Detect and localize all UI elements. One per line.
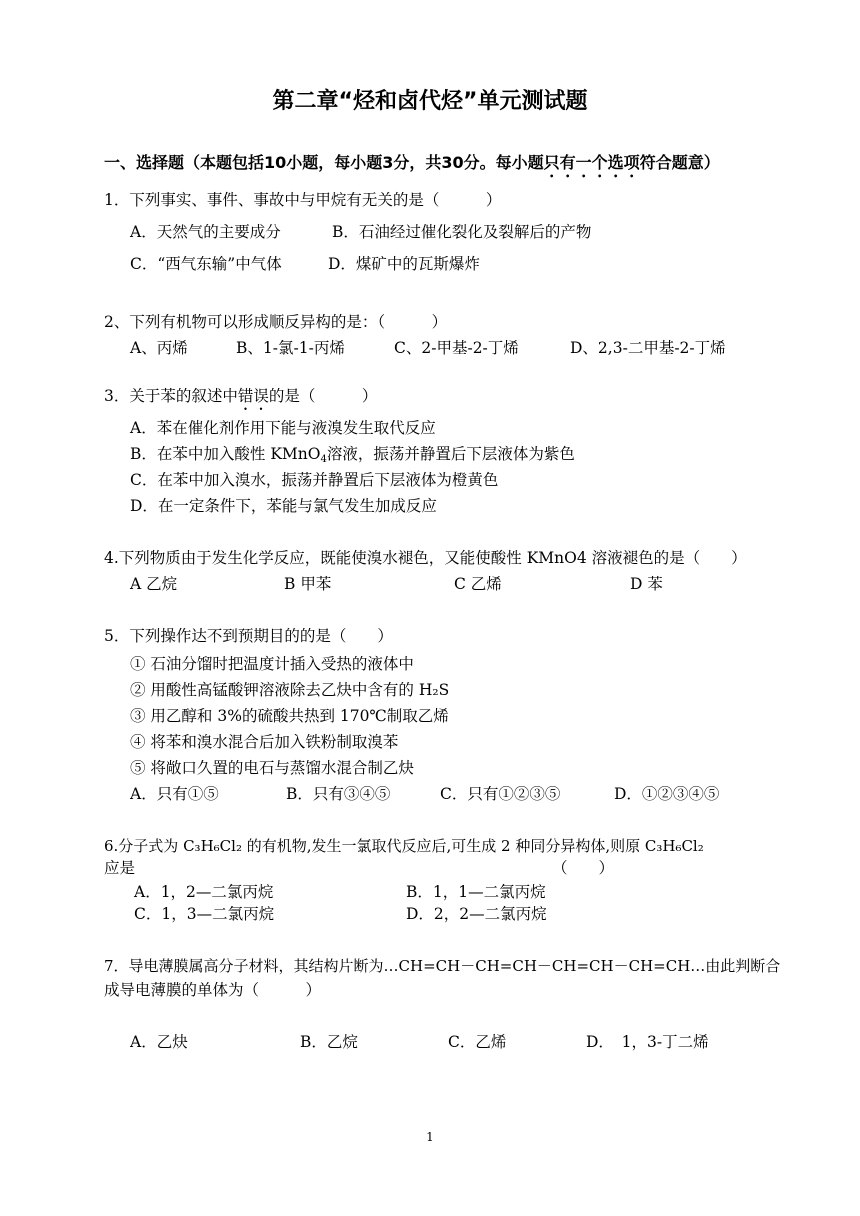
section-heading [104,150,720,181]
question-3-stem [104,386,377,414]
question-1-option-a: A．天然气的主要成分 [130,223,281,241]
question-5-stem: 5．下列操作达不到预期目的的是（ ） [104,627,393,645]
question-3-option-b-subscript: 4 [320,454,327,465]
question-3-option-c: C．在苯中加入溴水，振荡并静置后下层液体为橙黄色 [130,471,499,489]
question-3-stem-emphasis: 错误 [237,387,269,405]
question-3-stem-pre: 3．关于苯的叙述中 [104,387,238,405]
question-5-item-5: ⑤ 将敞口久置的电石与蒸馏水混合制乙炔 [130,759,414,777]
page-number: 1 [426,1130,434,1144]
question-3-option-b-pre: B．在苯中加入酸性 KMnO [130,445,321,463]
question-6-option-a: A．1，2—二氯丙烷 [134,883,274,901]
question-4-option-a: A 乙烷 [130,575,178,593]
question-5-item-3: ③ 用乙醇和 3%的硫酸共热到 170℃制取乙烯 [130,707,449,725]
question-5-option-b: B．只有③④⑤ [286,785,391,803]
question-3-stem-post: 的是（ ） [268,387,378,405]
question-6-option-d: D．2，2—二氯丙烷 [406,905,547,923]
question-5-item-1: ① 石油分馏时把温度计插入受热的液体中 [130,655,414,673]
question-5-item-4: ④ 将苯和溴水混合后加入铁粉制取溴苯 [130,733,399,751]
page-title: 第二章“烃和卤代烃”单元测试题 [272,89,588,114]
question-3-option-b [130,444,575,470]
question-4-option-c: C 乙烯 [454,575,502,593]
question-1-option-b: B．石油经过催化裂化及裂解后的产物 [332,223,592,241]
question-2-option-c: C、2-甲基-2-丁烯 [394,339,519,357]
question-1-option-d: D．煤矿中的瓦斯爆炸 [328,255,480,273]
section-heading-post: 符合题意） [639,153,720,172]
question-5-option-a: A．只有①⑤ [130,785,219,803]
question-4-option-d: D 苯 [630,575,663,593]
question-2-stem: 2、下列有机物可以形成顺反异构的是：（ ） [104,313,448,331]
question-4-stem: 4.下列物质由于发生化学反应，既能使溴水褪色，又能使酸性 KMnO4 溶液褪色的是（ ） [104,549,747,567]
question-6-option-b: B．1，1—二氯丙烷 [406,883,546,901]
question-3-option-b-post: 溶液，振荡并静置后下层液体为紫色 [326,445,575,463]
question-7-option-a: A．乙炔 [130,1033,188,1051]
question-4-option-b: B 甲苯 [284,575,332,593]
question-6-option-c: C．1，3—二氯丙烷 [134,905,275,923]
question-2-option-d: D、2,3-二甲基-2-丁烯 [570,339,726,357]
question-3-option-d: D．在一定条件下，苯能与氯气发生加成反应 [130,497,437,515]
question-3-option-a: A．苯在催化剂作用下能与液溴发生取代反应 [130,419,436,437]
question-5-item-2: ② 用酸性高锰酸钾溶液除去乙炔中含有的 H₂S [130,681,450,699]
question-1-option-c: C．“西气东输”中气体 [130,255,282,273]
question-2-option-b: B、1-氯-1-丙烯 [236,339,345,357]
question-2-option-a: A、丙烯 [130,339,188,357]
question-5-option-d: D．①②③④⑤ [614,785,720,803]
question-5-option-c: C．只有①②③⑤ [440,785,561,803]
question-7-option-c: C．乙烯 [448,1033,507,1051]
section-heading-pre: 一、选择题（本题包括10小题，每小题3分，共30分。每小题 [104,153,544,172]
question-6-stem-line-1: 6.分子式为 C₃H₆Cl₂ 的有机物,发生一氯取代反应后,可生成 2 种同分异构体,则原 C₃H₆Cl₂ [104,837,704,855]
question-7-option-b: B．乙烷 [300,1033,358,1051]
question-1-stem: 1．下列事实、事件、事故中与甲烷有无关的是（ ） [104,191,502,209]
question-7-option-d: D． 1，3-丁二烯 [586,1033,709,1051]
section-heading-emphasis: 只有一个选项 [543,153,640,172]
question-6-stem-line-2: 应是 [104,859,136,877]
question-7-stem-line-1: 7．导电薄膜属高分子材料，其结构片断为…CH=CH－CH=CH－CH=CH－CH=CH…由此判断合 [104,957,781,975]
question-7-stem-line-2: 成导电薄膜的单体为（ ） [104,981,322,999]
question-6-answer-blank: （ ） [552,859,615,877]
